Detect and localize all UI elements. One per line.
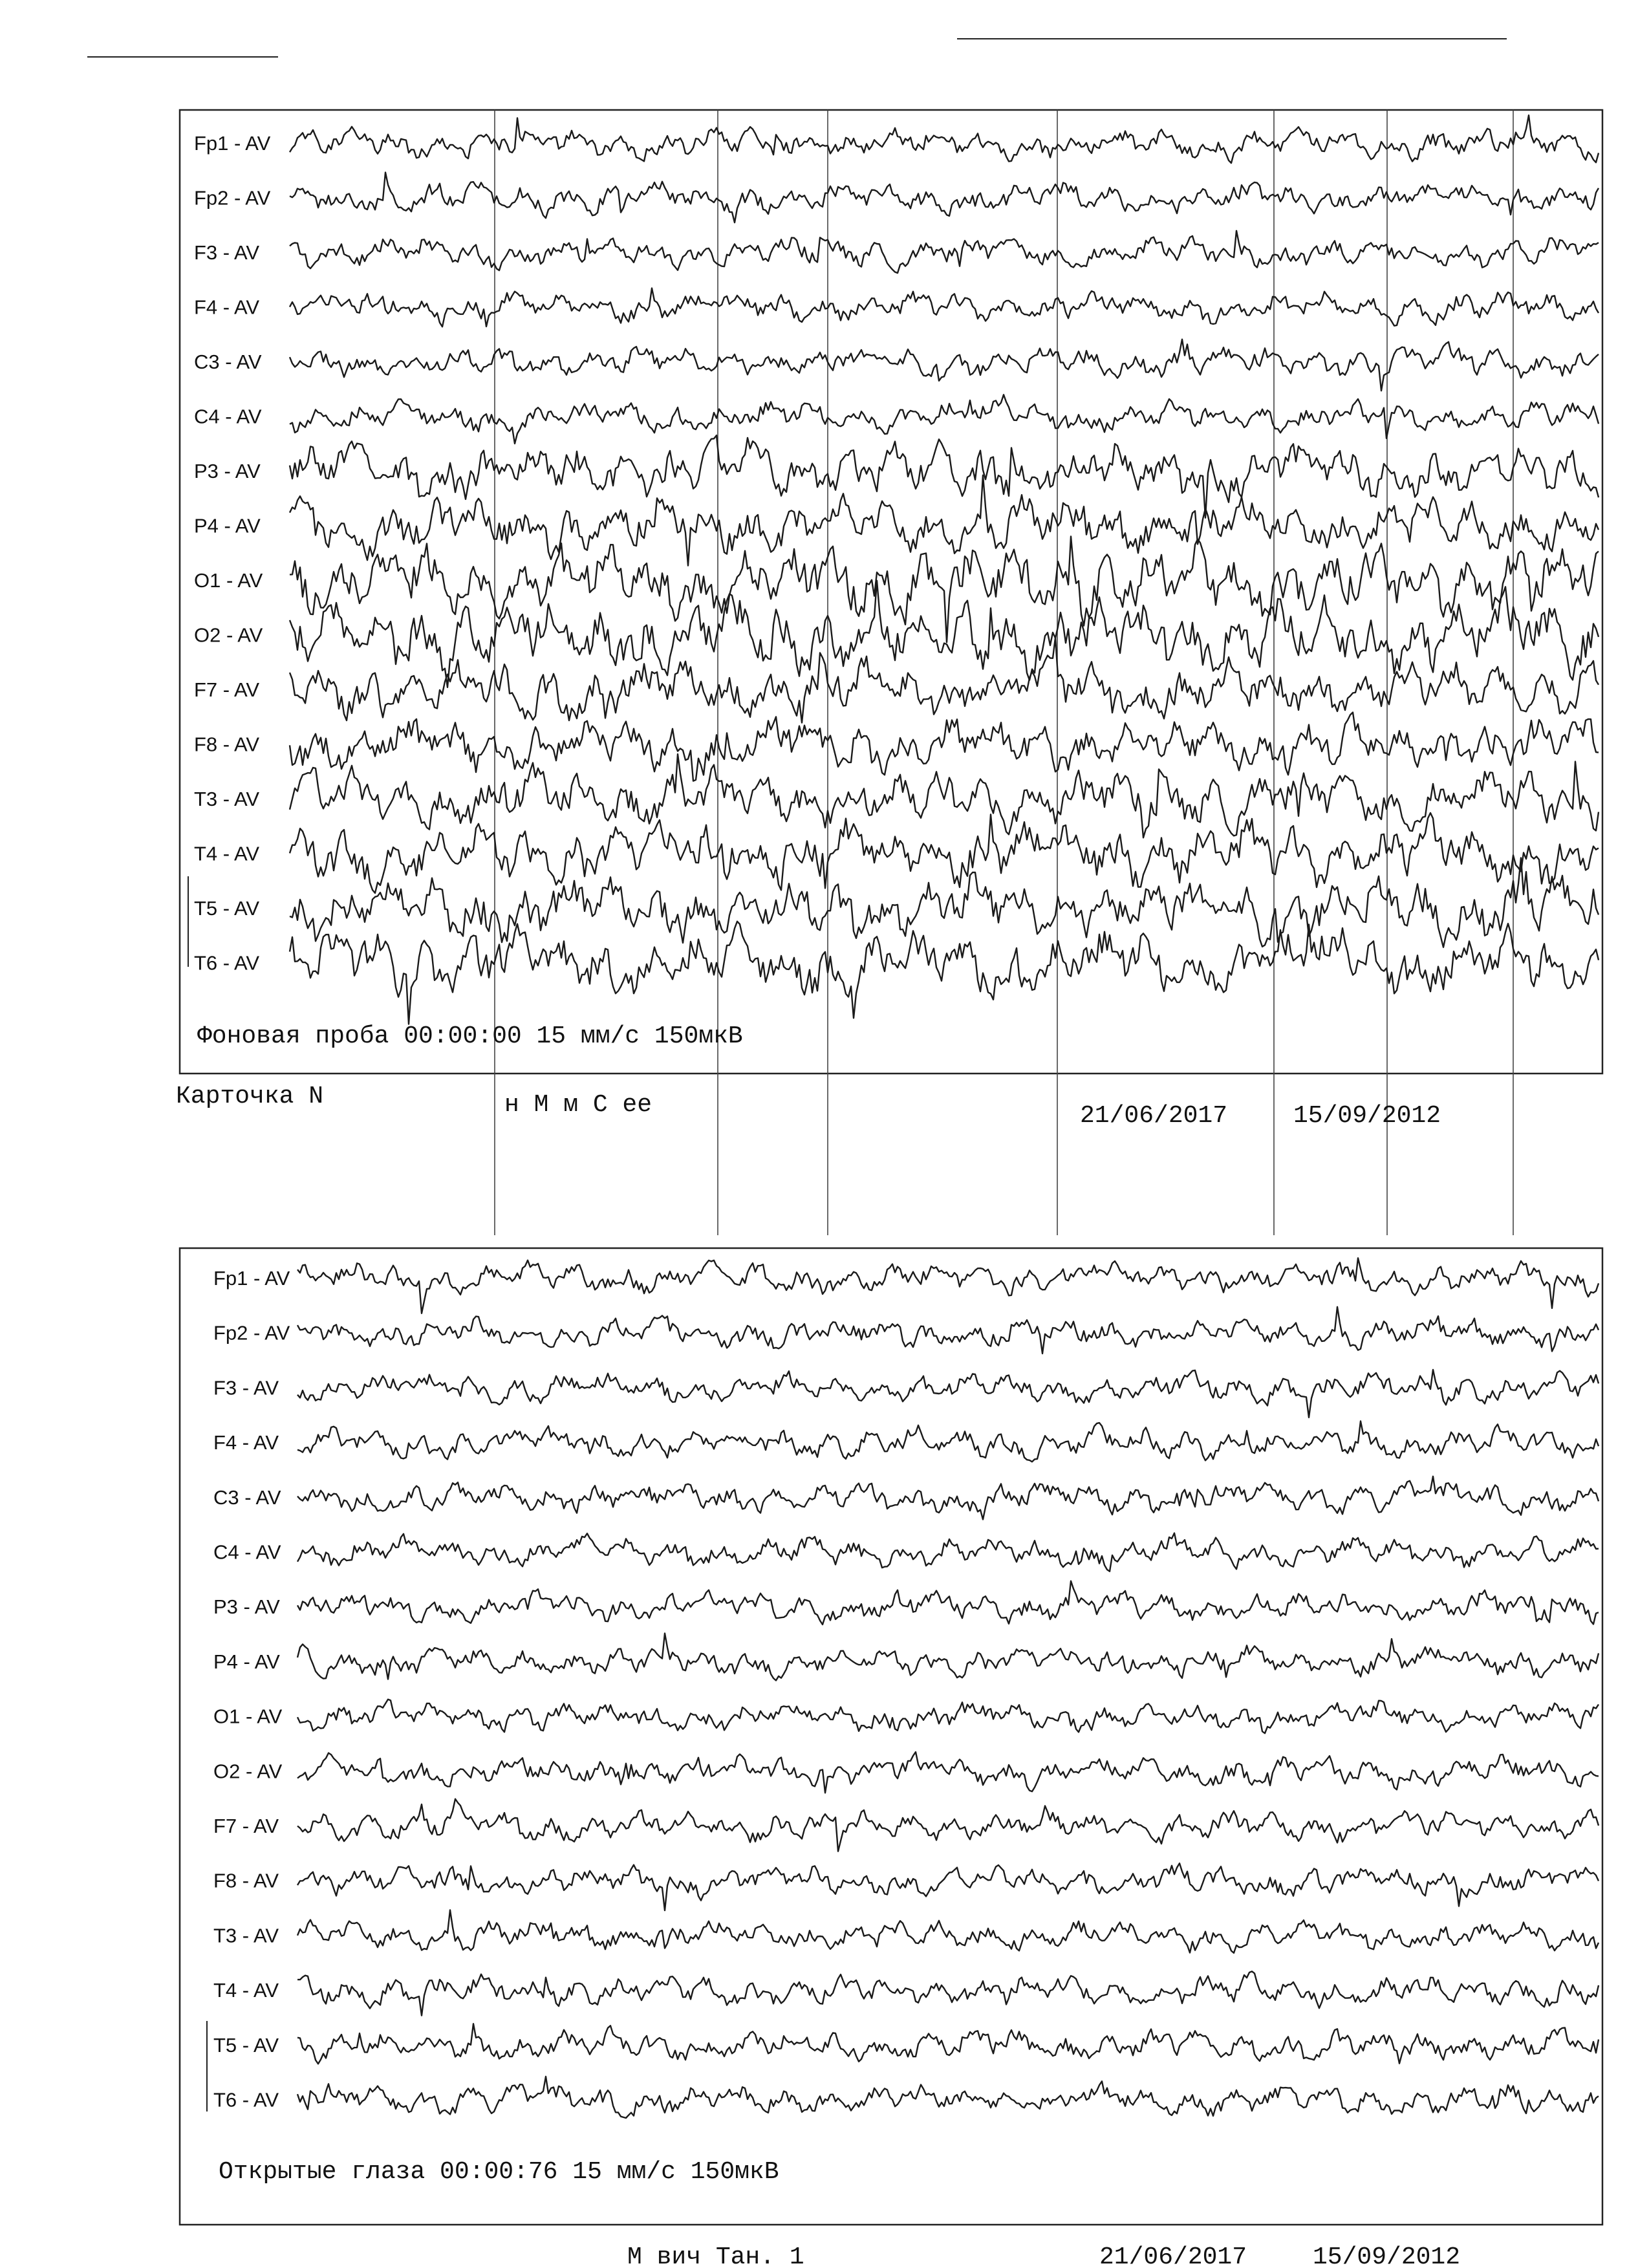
eeg-trace xyxy=(297,1910,1599,1952)
panel-caption: Открытые глаза 00:00:76 15 мм/с 150мкВ xyxy=(219,2158,779,2186)
channel-label: O1 - AV xyxy=(194,569,263,592)
channel-label: C4 - AV xyxy=(194,405,262,428)
channel-label: Fp1 - AV xyxy=(213,1267,290,1290)
eeg-trace xyxy=(297,1370,1599,1418)
eeg-trace xyxy=(297,1307,1599,1354)
eeg-trace xyxy=(297,2077,1599,2118)
panel-frame xyxy=(180,1248,1602,2225)
eeg-trace xyxy=(290,435,1599,518)
time-grid xyxy=(495,110,1513,1235)
channel-label: C3 - AV xyxy=(194,351,262,373)
birth-date: 15/09/2012 xyxy=(1313,2243,1461,2268)
channel-label: T5 - AV xyxy=(213,2033,279,2057)
channel-label: T5 - AV xyxy=(194,897,260,920)
eeg-trace xyxy=(297,1634,1599,1681)
channel-label: O1 - AV xyxy=(213,1705,283,1728)
eeg-trace xyxy=(297,1863,1599,1910)
eeg-trace xyxy=(290,813,1599,893)
channel-label: Fp2 - AV xyxy=(213,1321,290,1345)
channel-label: C4 - AV xyxy=(213,1540,281,1564)
eeg-trace xyxy=(297,1971,1599,2015)
channel-label: Fp2 - AV xyxy=(194,186,271,210)
eeg-trace xyxy=(290,754,1599,837)
channel-label: T3 - AV xyxy=(213,1924,279,1947)
panel-caption: Фоновая проба 00:00:00 15 мм/с 150мкВ xyxy=(197,1022,743,1050)
channel-label: T6 - AV xyxy=(194,951,260,975)
channel-label: T3 - AV xyxy=(194,788,260,810)
channel-label: P4 - AV xyxy=(194,514,261,537)
channel-label: P4 - AV xyxy=(213,1650,280,1673)
channel-label: F3 - AV xyxy=(213,1376,279,1399)
channel-label: P3 - AV xyxy=(213,1595,280,1619)
eeg-trace xyxy=(290,394,1599,444)
channel-label: F4 - AV xyxy=(194,296,260,319)
eeg-trace xyxy=(297,1533,1599,1571)
channel-label: F7 - AV xyxy=(194,678,260,701)
channel-label: Fp1 - AV xyxy=(194,132,271,155)
eeg-trace xyxy=(297,1799,1599,1852)
eeg-trace xyxy=(297,2024,1599,2064)
eeg-trace xyxy=(290,713,1599,781)
channel-label: C3 - AV xyxy=(213,1485,281,1509)
eeg-traces xyxy=(297,1258,1599,2118)
eeg-trace xyxy=(290,115,1599,163)
record-date: 21/06/2017 xyxy=(1080,1102,1228,1130)
channel-label: O2 - AV xyxy=(213,1760,283,1783)
birth-date: 15/09/2012 xyxy=(1293,1102,1441,1130)
channel-label: F3 - AV xyxy=(194,241,260,264)
channel-label: O2 - AV xyxy=(194,623,263,647)
eeg-trace xyxy=(290,922,1599,1024)
channel-label: F7 - AV xyxy=(213,1815,279,1837)
eeg-trace xyxy=(290,173,1599,223)
eeg-trace xyxy=(290,858,1599,947)
channel-labels xyxy=(213,1267,290,2111)
panel-background-test xyxy=(176,110,1602,1235)
eeg-trace xyxy=(290,288,1599,327)
eeg-trace xyxy=(297,1476,1599,1520)
channel-label: T4 - AV xyxy=(194,842,260,865)
channel-label: F4 - AV xyxy=(213,1431,279,1454)
panel-eyes-open xyxy=(180,1248,1602,2268)
patient-name: н М м С ее xyxy=(504,1091,652,1119)
channel-labels xyxy=(194,132,271,975)
eeg-trace xyxy=(297,1258,1599,1313)
channel-label: T4 - AV xyxy=(213,1979,279,2002)
eeg-trace xyxy=(297,1700,1599,1734)
eeg-trace xyxy=(297,1581,1599,1625)
eeg-trace xyxy=(290,231,1599,273)
patient-name: М вич Тан. 1 xyxy=(627,2243,804,2268)
channel-label: F8 - AV xyxy=(194,733,260,756)
eeg-trace xyxy=(297,1421,1599,1462)
channel-label: F8 - AV xyxy=(213,1869,279,1892)
card-label: Карточка N xyxy=(176,1083,324,1110)
eeg-trace xyxy=(290,536,1599,642)
eeg-trace xyxy=(297,1752,1599,1793)
channel-label: T6 - AV xyxy=(213,2088,279,2111)
eeg-trace xyxy=(290,340,1599,391)
eeg-traces xyxy=(290,115,1599,1024)
record-date: 21/06/2017 xyxy=(1099,2243,1247,2268)
channel-label: P3 - AV xyxy=(194,460,261,482)
